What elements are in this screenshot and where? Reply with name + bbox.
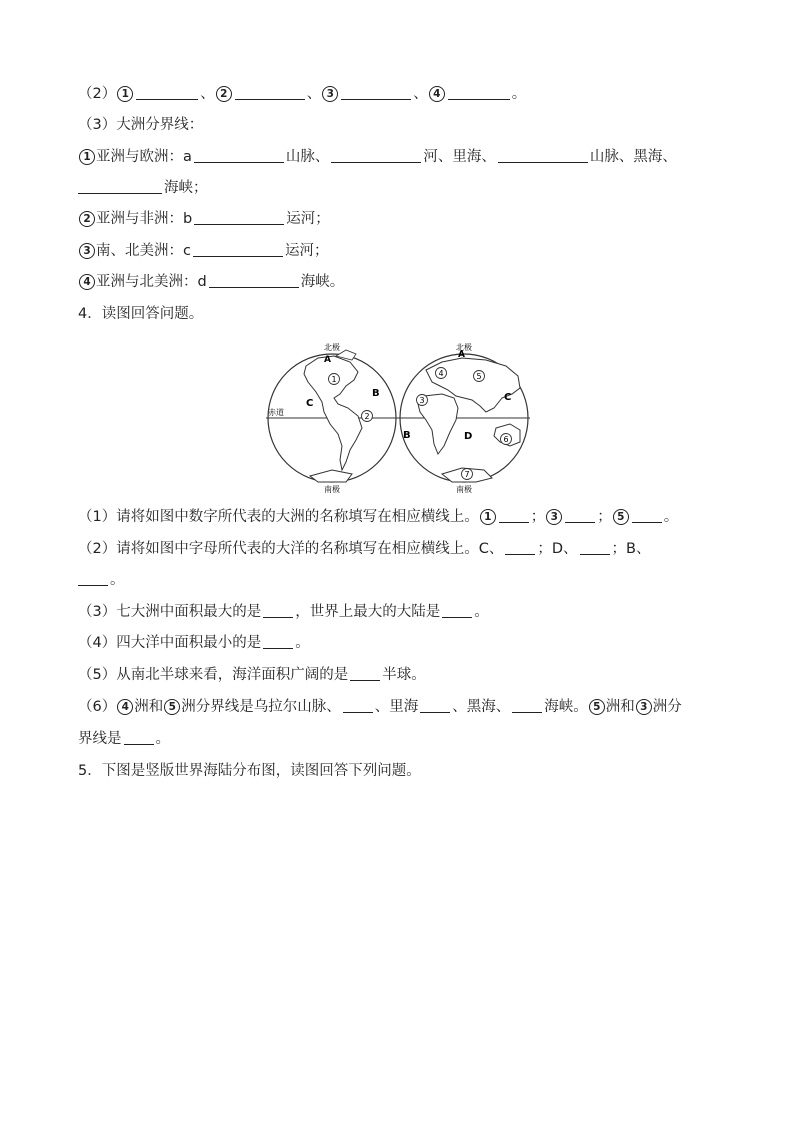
boundary-asia-namerica: [78, 272, 344, 292]
circled-number: 3: [322, 86, 338, 102]
q4-3: [78, 602, 489, 622]
answer-blank[interactable]: [263, 634, 293, 649]
text: 。: [155, 731, 170, 747]
text: 洲和: [134, 699, 164, 715]
label-left-A: A: [324, 355, 331, 365]
text: ；D、: [537, 541, 578, 557]
answer-blank[interactable]: [78, 179, 162, 194]
text: （4）四大洋中面积最小的是: [78, 635, 262, 651]
q4-4: [78, 633, 310, 653]
text: ；: [597, 509, 612, 525]
label-left-B: B: [372, 388, 380, 399]
q4-2: [78, 539, 650, 559]
answer-blank[interactable]: [499, 508, 529, 523]
text: （2）请将如图中字母所代表的大洋的名称填写在相应横线上。C、: [78, 541, 504, 557]
text: 亚洲与北美洲：d: [96, 274, 207, 290]
answer-blank[interactable]: [209, 273, 299, 288]
answer-blank[interactable]: [78, 571, 108, 586]
label-right-4: 4: [438, 369, 444, 378]
text: 洲分: [652, 699, 682, 715]
answer-blank[interactable]: [442, 603, 472, 618]
answer-blank[interactable]: [194, 148, 284, 163]
q4-6-cont: [78, 729, 170, 749]
answer-blank[interactable]: [341, 85, 411, 100]
label-right-C: C: [504, 392, 512, 403]
text: 山脉、: [285, 149, 330, 165]
circled-number: 3: [546, 509, 562, 525]
text: 运河；: [286, 211, 330, 227]
answer-blank[interactable]: [263, 603, 293, 618]
text: （3）七大洲中面积最大的是: [78, 604, 262, 620]
answer-blank[interactable]: [580, 540, 610, 555]
label-left-1: 1: [331, 375, 337, 384]
text: ，世界上最大的大陆是: [295, 604, 441, 620]
boundary-asia-europe: [78, 147, 677, 167]
text: 界线是: [78, 731, 122, 747]
label-right-B: B: [403, 430, 411, 441]
world-hemispheres-map: [266, 336, 530, 496]
text: 、里海: [374, 699, 419, 715]
separator: 、: [413, 86, 428, 102]
text: 洲和: [605, 699, 635, 715]
separator: 、: [200, 86, 215, 102]
north-pole-label-left: 北极: [324, 343, 340, 352]
answer-blank[interactable]: [350, 666, 380, 681]
text: 。: [295, 635, 310, 651]
answer-blank[interactable]: [448, 85, 510, 100]
text: 亚洲与欧洲：a: [96, 149, 192, 165]
answer-blank[interactable]: [632, 508, 662, 523]
circled-number: 5: [613, 509, 629, 525]
circled-number: 2: [79, 211, 95, 227]
answer-blank[interactable]: [193, 242, 283, 257]
boundary-asia-europe-cont: [78, 178, 208, 198]
circled-number: 1: [79, 149, 95, 165]
q4-5: [78, 665, 426, 685]
separator: 。: [511, 86, 527, 102]
answer-blank[interactable]: [194, 210, 284, 225]
text: 海峡。: [300, 274, 345, 290]
text: 河、里海、: [423, 149, 496, 165]
text: 、黑海、: [452, 699, 511, 715]
item-number: （2）: [78, 86, 117, 102]
label-right-7: 7: [464, 470, 470, 479]
label-right-5: 5: [476, 372, 482, 381]
text: 海峡。: [544, 699, 588, 715]
label-left-2: 2: [364, 412, 370, 421]
label-right-D: D: [464, 431, 473, 442]
text: ；: [530, 509, 546, 525]
heading-boundaries: （3）大洲分界线：: [78, 117, 204, 133]
circled-number: 4: [429, 86, 445, 102]
circled-number: 5: [589, 699, 605, 715]
answer-blank[interactable]: [512, 698, 542, 713]
text: （6）: [78, 699, 117, 715]
text: 。: [474, 604, 489, 620]
answer-blank[interactable]: [498, 148, 588, 163]
circled-number: 1: [117, 86, 133, 102]
answer-blank[interactable]: [124, 730, 154, 745]
text: 亚洲与非洲：b: [96, 211, 193, 227]
q4-6: [78, 697, 682, 717]
answer-line-2: [78, 84, 526, 104]
text: （1）请将如图中数字所代表的大洲的名称填写在相应横线上。: [78, 509, 479, 525]
text: 半球。: [382, 667, 426, 683]
label-left-C: C: [306, 398, 314, 409]
question-4-title: 4．读图回答问题。: [78, 306, 204, 322]
answer-blank[interactable]: [420, 698, 450, 713]
q4-1: [78, 507, 678, 527]
boundary-americas: [78, 241, 328, 261]
circled-number: 3: [79, 243, 95, 259]
q4-2-cont: [78, 570, 125, 590]
text: 。: [663, 509, 679, 525]
text: 南、北美洲：c: [96, 243, 191, 259]
label-right-A: A: [458, 350, 465, 360]
answer-blank[interactable]: [505, 540, 535, 555]
text: 山脉、黑海、: [589, 149, 677, 165]
text: 海峡；: [164, 180, 208, 196]
text: 洲分界线是乌拉尔山脉、: [181, 699, 341, 715]
answer-blank[interactable]: [136, 85, 198, 100]
circled-number: 1: [480, 509, 496, 525]
circled-number: 2: [216, 86, 232, 102]
answer-blank[interactable]: [343, 698, 373, 713]
question-5-title: 5．下图是竖版世界海陆分布图，读图回答下列问题。: [78, 763, 421, 779]
circled-number: 4: [117, 699, 133, 715]
south-pole-label-right: 南极: [456, 485, 472, 494]
north-pole-label-right: 北极: [456, 343, 472, 352]
text: 运河；: [284, 243, 329, 259]
circled-number: 5: [164, 699, 180, 715]
label-right-3: 3: [419, 396, 425, 405]
circled-number: 3: [636, 699, 652, 715]
circled-number: 4: [79, 274, 95, 290]
answer-blank[interactable]: [331, 148, 421, 163]
boundary-asia-africa: [78, 209, 330, 229]
answer-blank[interactable]: [565, 508, 595, 523]
text: 。: [110, 572, 125, 588]
text: （5）从南北半球来看，海洋面积广阔的是: [78, 667, 349, 683]
separator: 、: [306, 86, 322, 102]
label-right-6: 6: [503, 435, 509, 444]
text: ；B、: [611, 541, 651, 557]
south-pole-label-left: 南极: [324, 485, 340, 494]
equator-label: 赤道: [268, 408, 284, 417]
answer-blank[interactable]: [235, 85, 305, 100]
